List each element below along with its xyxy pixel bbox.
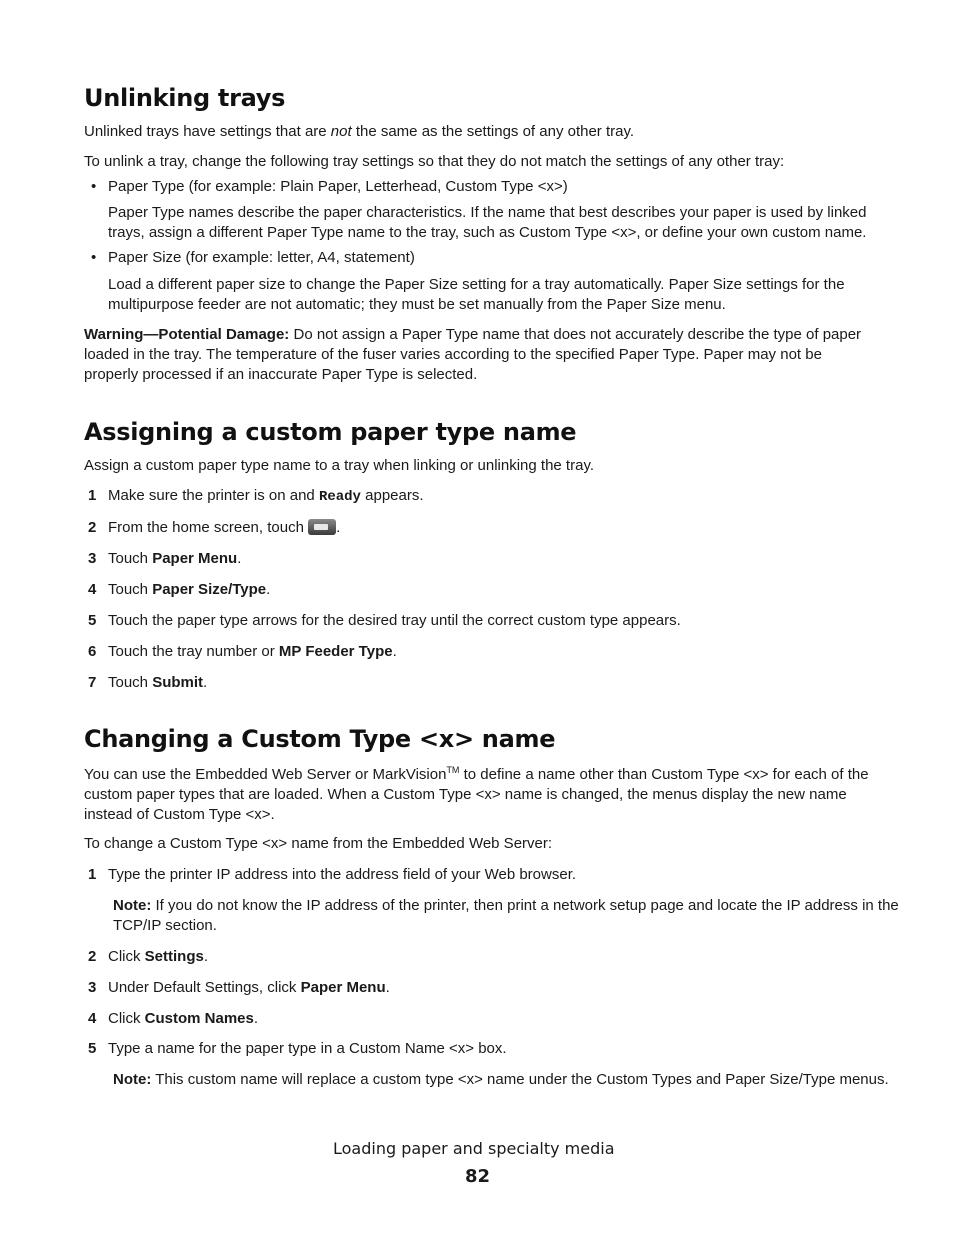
paragraph: To change a Custom Type <x> name from the Embedded Web Server: <box>84 835 553 852</box>
list-item: • Paper Type (for example: Plain Paper, Letterhead, Custom Type <x>) <box>91 178 568 195</box>
ready-code: Ready <box>318 489 361 505</box>
section-heading-changing-custom-type: Changing a Custom Type <x> name <box>84 725 556 753</box>
list-item: • Paper Size (for example: letter, A4, statement) <box>91 249 415 266</box>
step-item: 5 Type a name for the paper type in a Custom Name <x> box. <box>88 1040 507 1057</box>
paragraph: You can use the Embedded Web Server or MarkVision™ to define a name other than Custom Type <x> for each of the custom paper types that are loaded. When a Custom Type <x> name is changed, the menus display the new name instead of Custom Type <x>. <box>84 765 869 823</box>
step-item: 4 Touch Paper Size/Type. <box>88 581 271 598</box>
section-heading-unlinking-trays: Unlinking trays <box>84 84 286 112</box>
step-item: 5 Touch the paper type arrows for the desired tray until the correct custom type appears. <box>88 612 681 629</box>
step-item: 3 Touch Paper Menu. <box>88 550 242 567</box>
step-item: 4 Click Custom Names. <box>88 1010 259 1027</box>
bullet-icon: • <box>91 249 97 266</box>
step-item: 1 Make sure the printer is on and Ready appears. <box>88 487 424 505</box>
paragraph: Paper Type names describe the paper characteristics. If the name that best describes your paper is used by linked trays, assign a different Paper Type name to the tray, such as Custom Type <x>, or define your own custom name. <box>108 204 867 241</box>
step-item: 2 From the home screen, touch . <box>88 519 341 536</box>
step-item: 6 Touch the tray number or MP Feeder Type. <box>88 643 397 660</box>
page-number: 82 <box>465 1166 491 1187</box>
paragraph: Assign a custom paper type name to a tray when linking or unlinking the tray. <box>84 457 594 474</box>
bullet-icon: • <box>91 178 97 195</box>
section-heading-assigning-custom-name: Assigning a custom paper type name <box>84 418 577 446</box>
step-item: 7 Touch Submit. <box>88 674 208 691</box>
footer-chapter-title: Loading paper and specialty media <box>333 1139 615 1158</box>
step-item: 2 Click Settings. <box>88 948 209 965</box>
note: Note: This custom name will replace a custom type <x> name under the Custom Types and Paper Size/Type menus. <box>113 1071 889 1088</box>
step-item: 1 Type the printer IP address into the address field of your Web browser. <box>88 866 577 883</box>
paragraph: Unlinked trays have settings that are not the same as the settings of any other tray. <box>84 123 635 140</box>
warning-paragraph: Warning—Potential Damage: Do not assign a Paper Type name that does not accurately describe the type of paper loaded in the tray. The temperature of the fuser varies according to the specified Paper Type. Paper may not be properly processed if an inaccurate Paper Type is selected. <box>84 326 862 383</box>
note: Note: If you do not know the IP address of the printer, then print a network setup page and locate the IP address in the TCP/IP section. <box>113 897 899 934</box>
paragraph: Load a different paper size to change the Paper Size setting for a tray automatically. Paper Size settings for the multipurpose feeder are not automatic; they must be set manually from the Paper Size menu. <box>108 276 845 313</box>
step-item: 3 Under Default Settings, click Paper Menu. <box>88 979 390 996</box>
settings-wrench-icon <box>308 519 336 535</box>
paragraph: To unlink a tray, change the following tray settings so that they do not match the settings of any other tray: <box>84 153 785 170</box>
